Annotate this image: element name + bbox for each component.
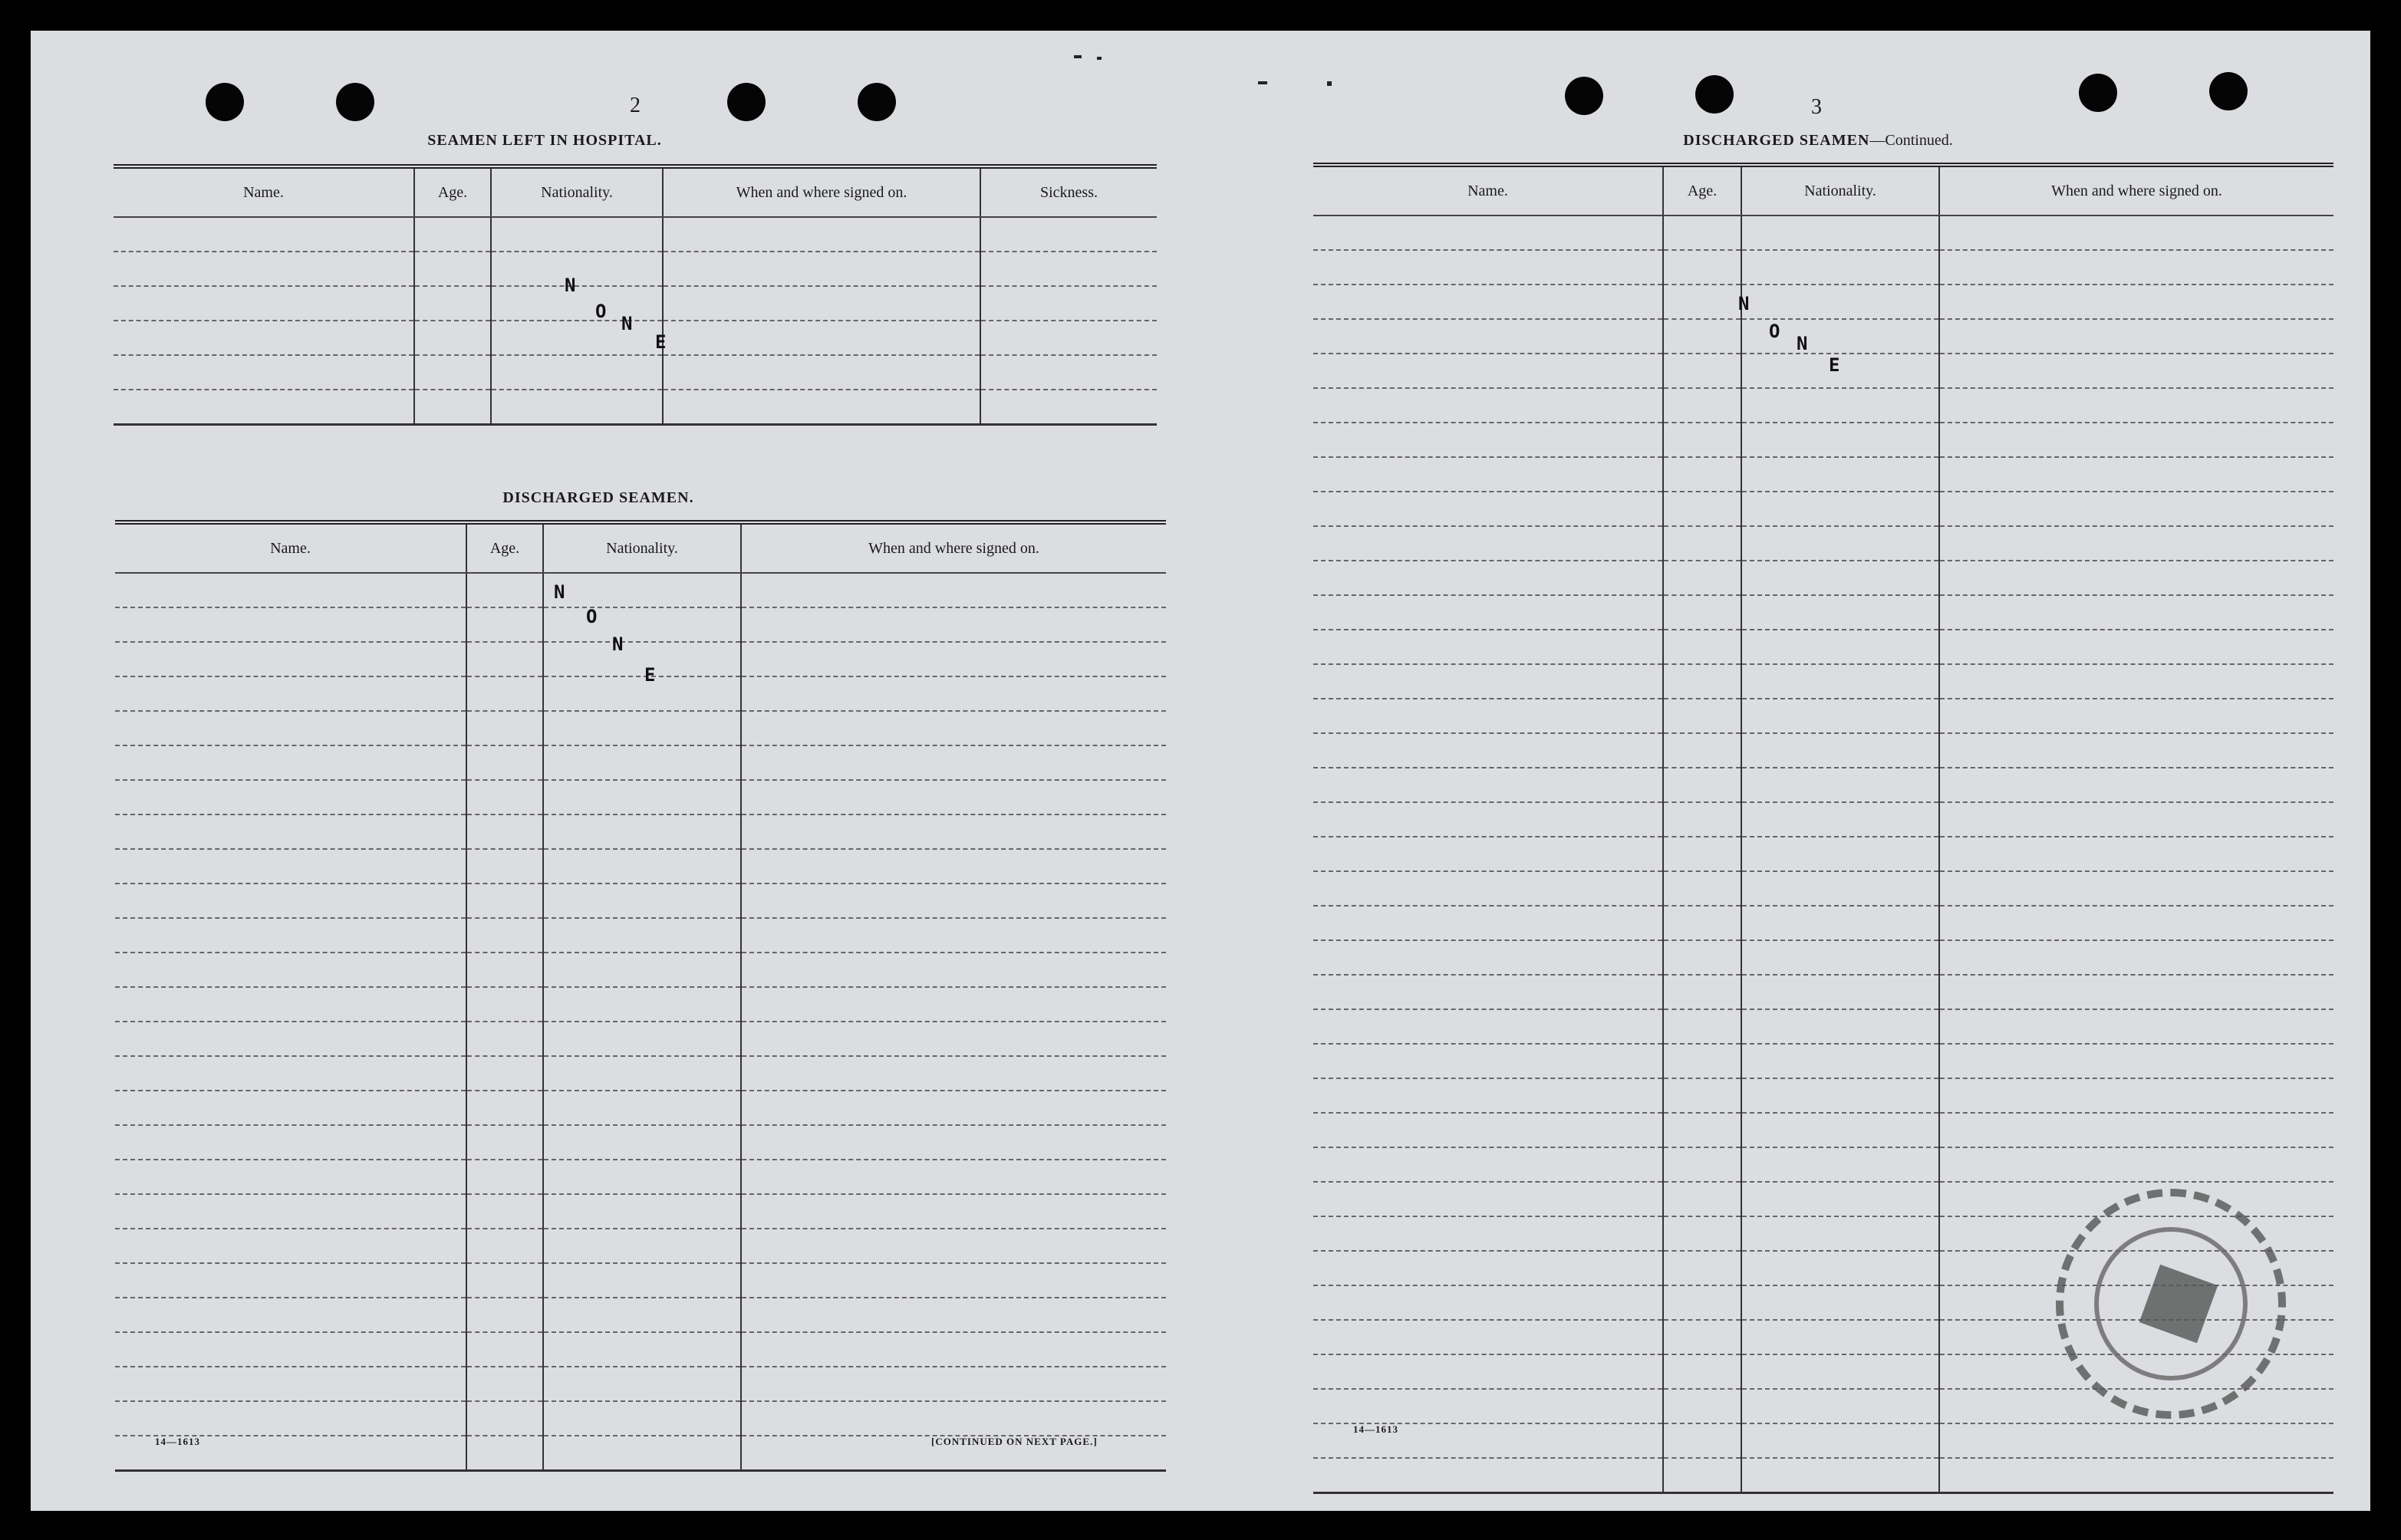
table-row (1313, 1044, 2333, 1078)
table-row (1313, 457, 2333, 492)
table-row (1313, 733, 2333, 768)
punch-hole (336, 83, 374, 121)
table-row (1313, 664, 2333, 699)
table-row (1313, 1147, 2333, 1182)
table-row (1313, 1113, 2333, 1147)
table-row (1313, 1078, 2333, 1113)
hospital-section-title: SEAMEN LEFT IN HOSPITAL. (427, 132, 662, 149)
table-row (1313, 1458, 2333, 1493)
col-header-name: Name. (115, 522, 466, 573)
table-row (1313, 354, 2333, 388)
discharged-section-title: DISCHARGED SEAMEN. (502, 489, 694, 506)
form-number: 14—1613 (1353, 1423, 1398, 1435)
table-row (1313, 802, 2333, 837)
table-row (114, 286, 1157, 321)
punch-hole (2209, 72, 2248, 110)
none-mark-letter: O (1769, 321, 1780, 342)
ink-speck (1258, 81, 1267, 84)
table-row (115, 1332, 1166, 1367)
table-row (115, 711, 1166, 745)
table-row (115, 814, 1166, 849)
table-row (1313, 285, 2333, 319)
table-row (1313, 423, 2333, 457)
none-mark-letter: O (595, 301, 607, 322)
punch-hole (858, 83, 896, 121)
ink-speck (1097, 57, 1102, 60)
col-header-age: Age. (414, 166, 491, 217)
table-row (115, 987, 1166, 1022)
col-header-nationality: Nationality. (1741, 165, 1939, 216)
table-row (1313, 319, 2333, 354)
table-row (115, 642, 1166, 676)
none-mark-letter: N (1738, 293, 1750, 314)
table-row (115, 1022, 1166, 1056)
left-page (31, 31, 1189, 1511)
table-row (114, 321, 1157, 355)
table-row (115, 1229, 1166, 1263)
table-row (1313, 388, 2333, 423)
table-row (115, 1125, 1166, 1160)
col-header-signed-on: When and where signed on. (741, 522, 1166, 573)
table-row (115, 745, 1166, 780)
table-row (115, 1056, 1166, 1091)
table-row (114, 217, 1157, 252)
none-mark-letter: N (554, 581, 565, 603)
table-row (1313, 940, 2333, 975)
none-mark-letter: E (1829, 354, 1840, 376)
none-mark-letter: N (1797, 333, 1808, 354)
table-row (115, 884, 1166, 918)
table-row (115, 1367, 1166, 1401)
table-row (114, 252, 1157, 286)
col-header-name: Name. (114, 166, 414, 217)
table-row (1313, 216, 2333, 250)
hospital-table (114, 164, 1157, 426)
discharged-table (115, 520, 1166, 1472)
table-row (115, 1091, 1166, 1125)
table-row (115, 849, 1166, 884)
page-number: 2 (630, 94, 641, 117)
right-page (1227, 31, 2370, 1511)
table-row (115, 607, 1166, 642)
punch-hole (1565, 77, 1603, 115)
col-header-signed-on: When and where signed on. (1939, 165, 2333, 216)
col-header-nationality: Nationality. (543, 522, 741, 573)
col-header-age: Age. (466, 522, 543, 573)
table-row (1313, 1423, 2333, 1458)
document-paper (31, 31, 2370, 1511)
discharged-continued-title-main: DISCHARGED SEAMEN (1683, 132, 1870, 149)
table-row (115, 1298, 1166, 1332)
table-row (1313, 906, 2333, 940)
table-row (115, 1401, 1166, 1436)
table-row (114, 355, 1157, 390)
continued-suffix: —Continued. (1869, 132, 1953, 149)
table-row (1313, 250, 2333, 285)
table-row (1313, 561, 2333, 595)
table-row (1313, 630, 2333, 664)
table-row (115, 676, 1166, 711)
table-row (115, 1160, 1166, 1194)
none-mark-letter: E (644, 664, 656, 686)
table-row (1313, 1009, 2333, 1044)
table-row (115, 953, 1166, 987)
none-mark-letter: N (565, 275, 576, 296)
circular-ink-stamp (2056, 1189, 2286, 1419)
table-row (1313, 871, 2333, 906)
form-number: 14—1613 (155, 1436, 200, 1447)
table-row (1313, 595, 2333, 630)
col-header-nationality: Nationality. (491, 166, 663, 217)
table-row (115, 780, 1166, 814)
none-mark-letter: N (612, 633, 624, 655)
none-mark-letter: O (586, 606, 598, 627)
table-row (115, 1194, 1166, 1229)
page-number: 3 (1811, 95, 1822, 119)
none-mark-letter: N (621, 313, 633, 334)
punch-hole (206, 83, 244, 121)
none-mark-letter: E (655, 331, 667, 353)
table-row (1313, 768, 2333, 802)
table-row (1313, 492, 2333, 526)
table-row (115, 573, 1166, 607)
table-row (1313, 975, 2333, 1009)
discharged-continued-title (1626, 132, 2010, 150)
table-row (114, 390, 1157, 425)
col-header-name: Name. (1313, 165, 1663, 216)
col-header-sickness: Sickness. (980, 166, 1157, 217)
punch-hole (2079, 74, 2117, 112)
table-row (115, 918, 1166, 953)
punch-hole (727, 83, 766, 121)
ink-speck (1074, 55, 1082, 58)
continued-note: [CONTINUED ON NEXT PAGE.] (931, 1436, 1098, 1447)
ink-speck (1327, 81, 1332, 86)
table-row (1313, 526, 2333, 561)
table-row (1313, 837, 2333, 871)
table-row (115, 1263, 1166, 1298)
table-row (1313, 699, 2333, 733)
col-header-age: Age. (1663, 165, 1741, 216)
punch-hole (1695, 75, 1734, 114)
col-header-signed-on: When and where signed on. (663, 166, 980, 217)
